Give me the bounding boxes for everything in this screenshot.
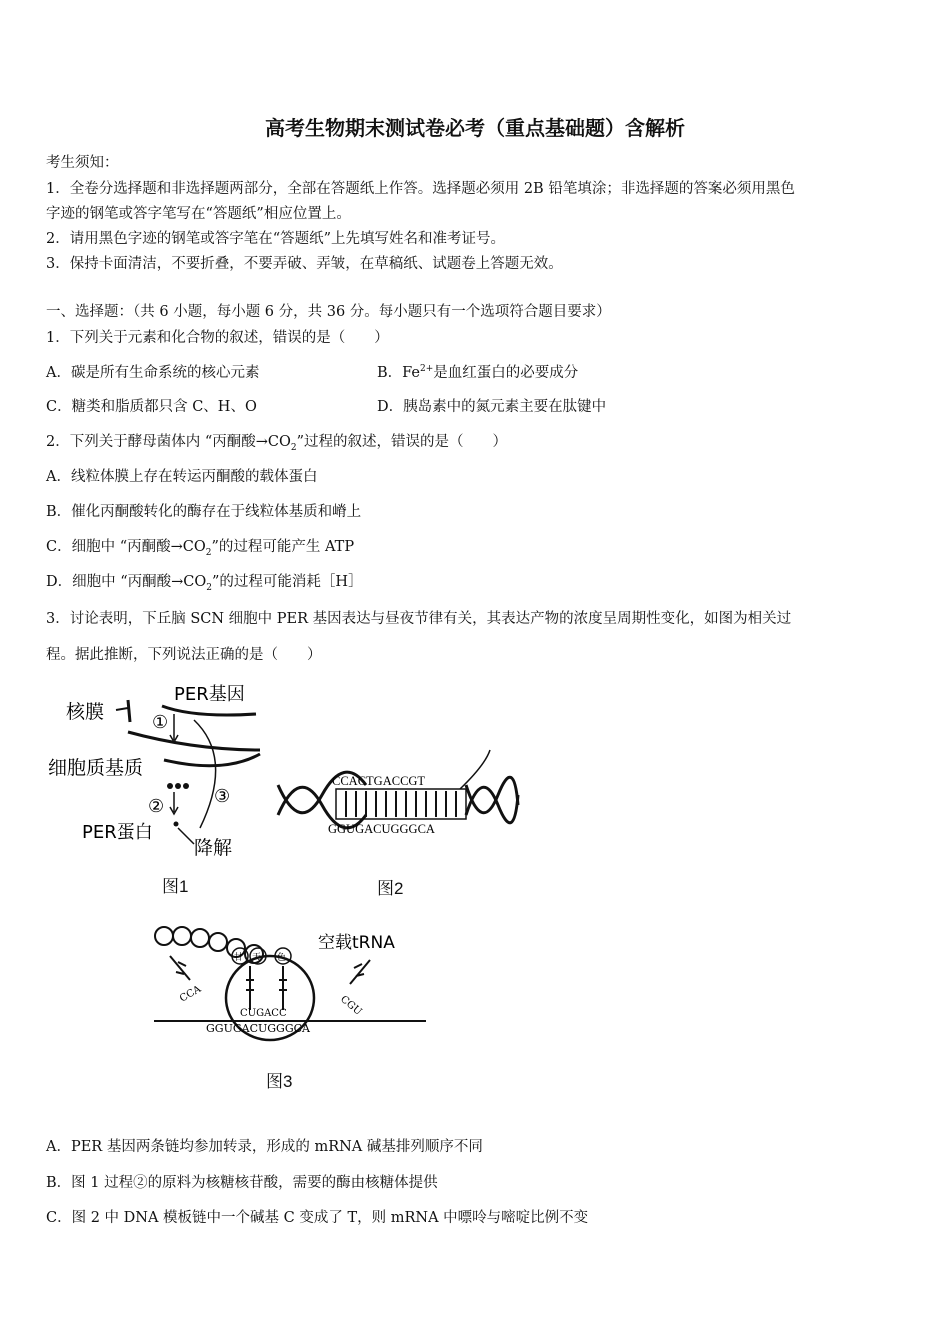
q2-option-a: A．线粒体膜上存在转运丙酮酸的载体蛋白 [46,469,318,485]
q2-option-c: C．细胞中 “丙酮酸$\to CO_2$”的过程可能产生 ATP [46,539,355,558]
q3-stem: 3．讨论表明，下丘脑 SCN 细胞中 PER 基因表达与昼夜节律有关，其表达产物的浓度呈周期性变化，如图为相关过 [46,611,792,627]
fig3-anticodon-mid: CUGACC [240,1008,287,1019]
q3-option-b: B．图 1 过程②的原料为核糖核苷酸，需要的酶由核糖体提供 [46,1175,438,1191]
fig1-label-cytoplasm: 细胞质基质 [48,757,144,779]
figure-1-diagram [44,678,284,903]
q1-option-c: C．糖类和脂质都只含 C、H、O [46,399,257,415]
notice-item-1: 1．全卷分选择题和非选择题两部分，全部在答题纸上作答。选择题必须用 2B 铅笔填涂；非选择题的答案必须用黑色 [46,181,795,197]
section-heading: 一、选择题：（共 6 小题，每小题 6 分，共 36 分。每小题只有一个选项符合题目要求） [46,304,611,320]
q2-option-d: D．细胞中 “丙酮酸$\to CO_2$”的过程可能消耗［H］ [46,574,363,593]
fig1-step-1: ① [152,712,169,733]
fig3-label-empty-trna: 空载tRNA [318,933,395,953]
fig3-amino-acid-2: 天 [252,953,262,963]
notice-item-1-cont: 字迹的钢笔或答字笔写在“答题纸”相应位置上。 [46,206,351,222]
notice-item-3: 3．保持卡面清洁，不要折叠，不要弄破、弄皱，在草稿纸、试题卷上答题无效。 [46,256,563,272]
q1-option-d: D．胰岛素中的氮元素主要在肽键中 [377,399,607,415]
fig1-label-per-protein: PER蛋白 [82,822,153,843]
fig1-step-2: ② [148,796,165,817]
notice-heading: 考生须知： [46,155,119,171]
fig3-anticodon-left: CCA [178,983,204,1005]
fig2-top-strand: CCACTGACCGT [332,774,426,788]
fig3-anticodon-right: CGU [338,993,364,1018]
fig3-amino-acid-3: 色 [277,953,287,963]
fig1-label-nuclear-membrane: 核膜 [66,701,105,723]
fig1-label-per-gene: PER基因 [174,684,245,705]
q1-option-a: A．碳是所有生命系统的核心元素 [46,365,260,381]
fig1-step-3: ③ [214,786,231,807]
fig2-bottom-strand: GGUGACUGGGCA [328,822,435,836]
fig3-amino-acid-1: 甘 [234,953,244,963]
figure-3-caption: 图3 [266,1072,293,1091]
notice-item-2: 2．请用黑色字迹的钢笔或答字笔在“答题纸”上先填写姓名和准考证号。 [46,231,506,247]
page-title: 高考生物期末测试卷必考（重点基础题）含解析 [265,116,685,140]
q1-stem: 1．下列关于元素和化合物的叙述，错误的是（ ） [46,330,389,346]
figure-2-diagram [270,745,520,855]
q2-stem: 2．下列关于酵母菌体内 “丙酮酸$\to CO_2$”过程的叙述，错误的是（ ） [46,434,508,453]
q3-option-c: C．图 2 中 DNA 模板链中一个碱基 C 变成了 T，则 mRNA 中嘌呤与嘧啶比例不变 [46,1210,589,1226]
q3-stem-cont: 程。据此推断，下列说法正确的是（ ） [46,647,322,663]
figure-2-caption: 图2 [377,879,404,898]
fig1-label-degrade: 降解 [194,837,233,859]
q1-option-b: B．$Fe^{2+}$是血红蛋白的必要成分 [377,364,579,381]
fig3-mrna: GGUGACUGGGCA [206,1022,310,1035]
q2-option-b: B．催化丙酮酸转化的酶存在于线粒体基质和嵴上 [46,504,362,520]
figure-1-caption: 图1 [162,877,189,896]
figure-3-diagram [150,920,430,1050]
q3-option-a: A．PER 基因两条链均参加转录，形成的 mRNA 碱基排列顺序不同 [46,1139,483,1155]
